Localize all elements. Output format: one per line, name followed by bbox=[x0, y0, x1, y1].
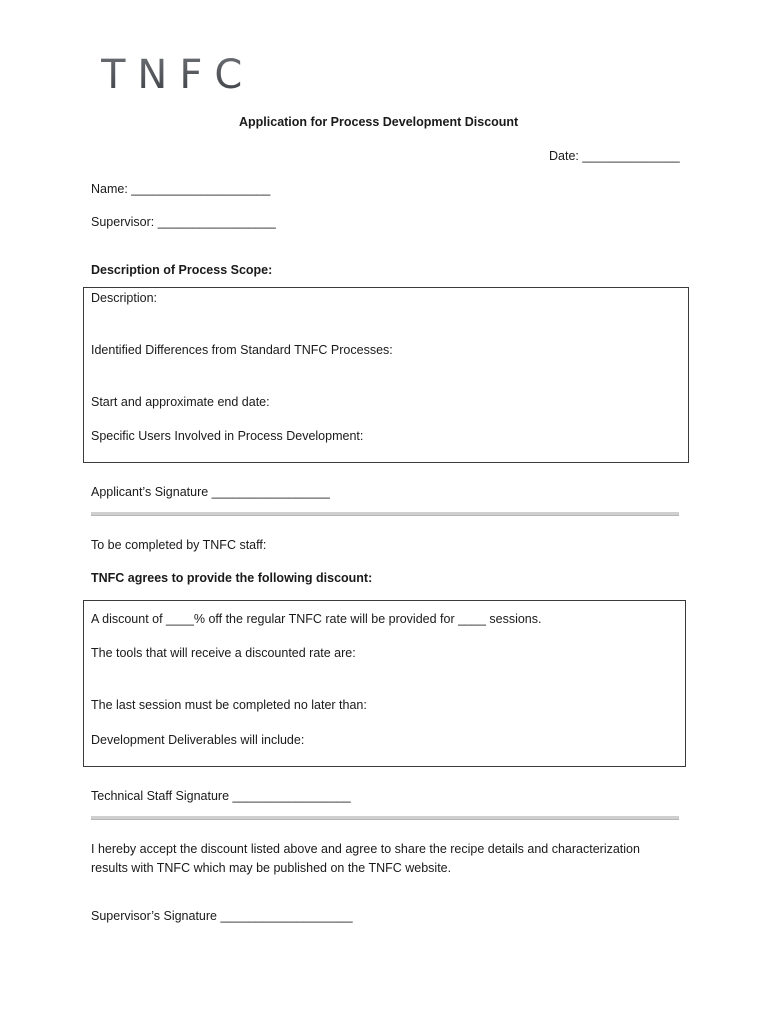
last-session-line: The last session must be completed no later than: bbox=[91, 698, 367, 712]
tools-line: The tools that will receive a discounted rate are: bbox=[91, 646, 356, 660]
section-divider bbox=[91, 816, 679, 820]
supervisor-field[interactable]: Supervisor: _________________ bbox=[91, 215, 276, 229]
technical-signature-field[interactable]: Technical Staff Signature _________________ bbox=[91, 789, 351, 803]
discount-box bbox=[83, 600, 686, 767]
acceptance-line-1: I hereby accept the discount listed above and agree to share the recipe details and characterization bbox=[91, 842, 640, 856]
dates-label: Start and approximate end date: bbox=[91, 395, 270, 409]
staff-note: To be completed by TNFC staff: bbox=[91, 538, 267, 552]
description-label: Description: bbox=[91, 291, 157, 305]
applicant-signature-field[interactable]: Applicant’s Signature _________________ bbox=[91, 485, 330, 499]
acceptance-line-2: results with TNFC which may be published on the TNFC website. bbox=[91, 861, 452, 875]
tnfc-logo: TNFC bbox=[101, 52, 255, 98]
supervisor-signature-field[interactable]: Supervisor’s Signature ___________________ bbox=[91, 909, 353, 923]
discount-heading: TNFC agrees to provide the following discount: bbox=[91, 571, 373, 585]
discount-rate-line[interactable]: A discount of ____% off the regular TNFC rate will be provided for ____ sessions. bbox=[91, 612, 542, 626]
name-field[interactable]: Name: ____________________ bbox=[91, 182, 271, 196]
scope-heading: Description of Process Scope: bbox=[91, 263, 273, 277]
section-divider bbox=[91, 512, 679, 516]
page-title: Application for Process Development Discount bbox=[239, 115, 519, 129]
date-field[interactable]: Date: ______________ bbox=[549, 149, 680, 163]
process-scope-box bbox=[83, 287, 689, 463]
users-label: Specific Users Involved in Process Development: bbox=[91, 429, 364, 443]
differences-label: Identified Differences from Standard TNFC Processes: bbox=[91, 343, 393, 357]
deliverables-line: Development Deliverables will include: bbox=[91, 733, 305, 747]
